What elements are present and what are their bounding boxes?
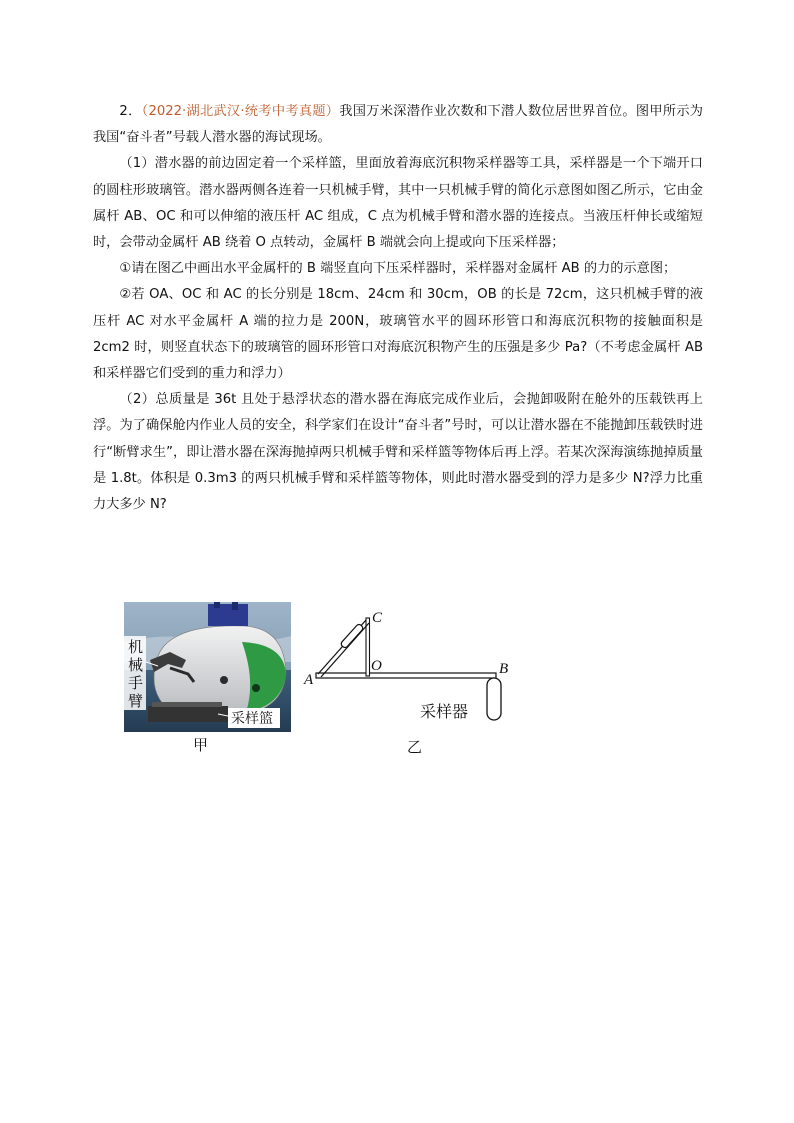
sampler [487, 678, 501, 720]
question-source: （2022·湖北武汉·统考中考真题） [141, 104, 340, 119]
intro-text: 我国万米深潜作业次数和下潜人数位居世界首位。图甲所示为我国“奋斗者”号载人潜水器的海试现场。 [93, 104, 703, 146]
figure-caption-jia: 甲 [193, 736, 209, 754]
arm-label-1: 机 [128, 638, 144, 656]
point-label-o: O [371, 658, 382, 674]
lever-diagram [300, 600, 530, 750]
arm-label-3: 手 [128, 674, 144, 692]
sub-question-2: ②若 OA、OC 和 AC 的长分别是 18cm、24cm 和 30cm，OB 的长是 72cm，这只机械手臂的液压杆 AC 对水平金属杆 A 端的拉力是 200N，玻璃管水平的圆环形管口和海底沉积物的接触面积是 2cm2 时，则竖直状态下的玻璃管的圆环形管口对海底沉积物产生的压强是多少 Pa?（不考虑金属杆 AB 和采样器它们受到的重力和浮力） [93, 287, 703, 382]
sampler-label: 采样器 [420, 702, 469, 721]
rod-ab [316, 673, 496, 678]
question-intro [93, 99, 703, 151]
hydraulic-cylinder [340, 623, 364, 648]
point-label-a: A [304, 672, 314, 688]
point-label-b: B [499, 661, 509, 677]
part-1: （1）潜水器的前边固定着一个采样篮，里面放着海底沉积物采样器等工具，采样器是一个下端开口的圆柱形玻璃管。潜水器两侧各连着一只机械手臂，其中一只机械手臂的简化示意图如图乙所示，它由金属杆 AB、OC 和可以伸缩的液压杆 AC 组成，C 点为机械手臂和潜水器的连接点。当液压杆伸长或缩短时，会带动金属杆 AB 绕着 O 点转动，金属杆 B 端就会向上提或向下压采样器； [93, 156, 703, 251]
part-2: （2）总质量是 36t 且处于悬浮状态的潜水器在海底完成作业后，会抛卸吸附在舱外的压载铁再上浮。为了确保舱内作业人员的安全，科学家们在设计“奋斗者”号时，可以让潜水器在不能抛卸压载铁时进行“断臂求生”，即让潜水器在深海抛掉两只机械手臂和采样篮等物体后再上浮。若某次深海演练抛掉质量是 1.8t。体积是 0.3m3 的两只机械手臂和采样篮等物体，则此时潜水器受到的浮力是多少 N?浮力比重力大多少 N? [93, 392, 703, 513]
sub-question-1: ①请在图乙中画出水平金属杆的 B 端竖直向下压采样器时，采样器对金属杆 AB 的力的示意图； [119, 261, 677, 277]
figure-caption-yi: 乙 [407, 738, 423, 756]
arm-label-4: 臂 [128, 692, 144, 710]
question-text [93, 99, 703, 518]
point-label-c: C [372, 610, 383, 626]
rod-oc [366, 618, 370, 676]
question-number: 2． [119, 104, 142, 119]
arm-label-2: 械 [128, 656, 144, 674]
basket-label: 采样篮 [231, 711, 273, 727]
submersible-photo [124, 602, 291, 732]
